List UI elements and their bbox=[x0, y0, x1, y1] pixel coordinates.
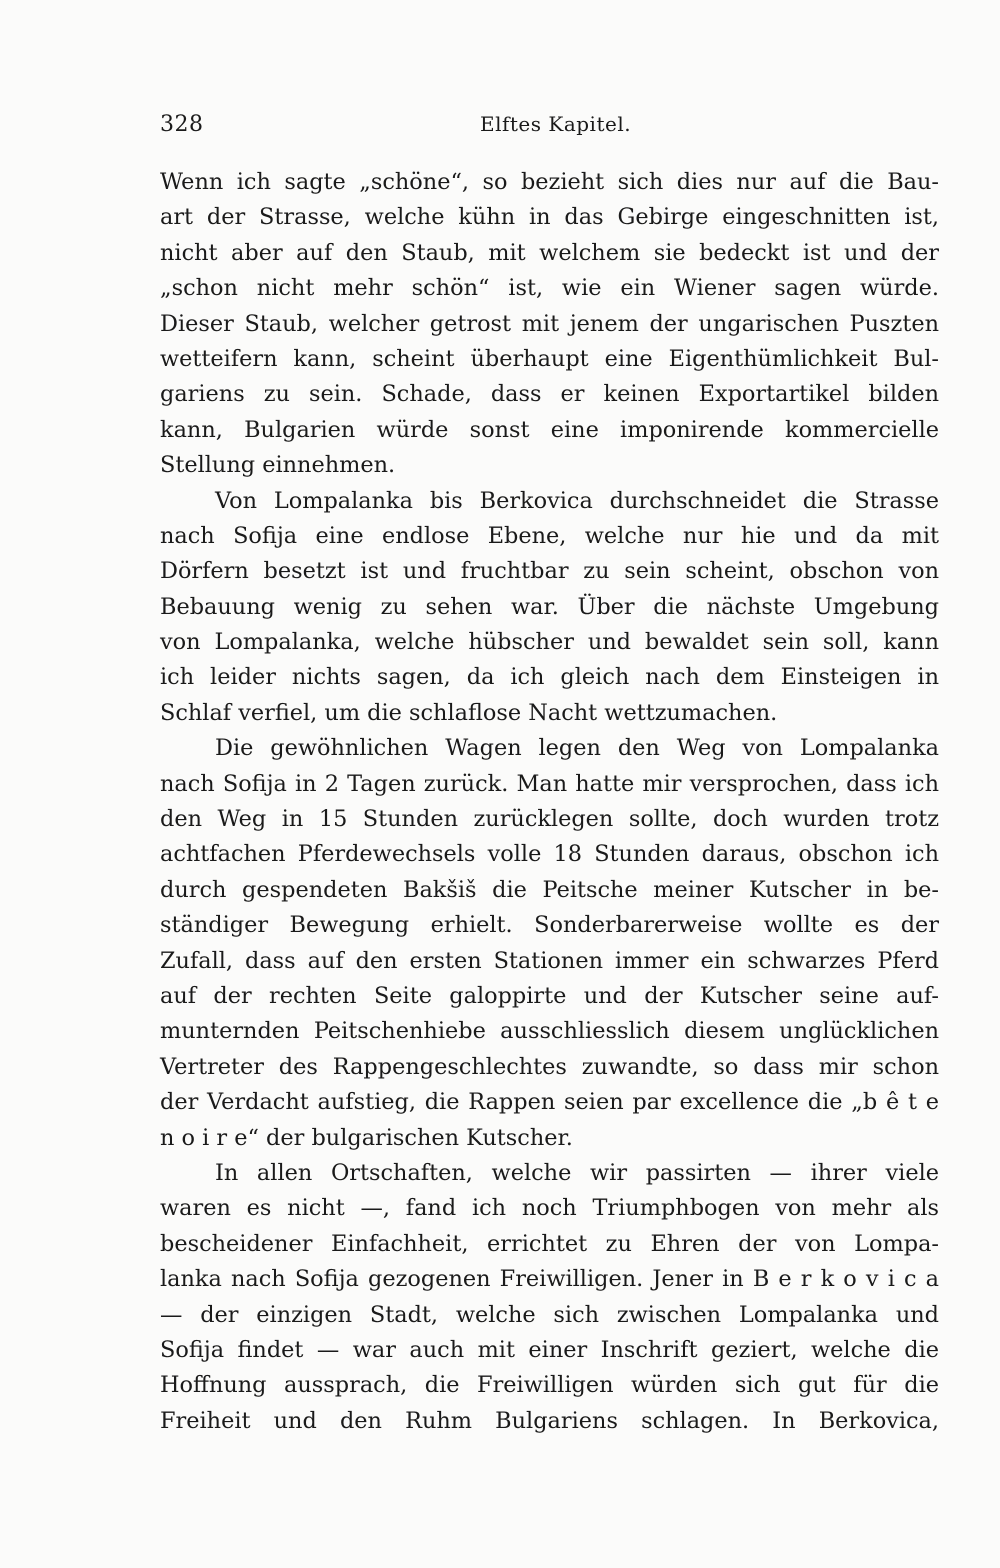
chapter-title: Elftes Kapitel. bbox=[480, 112, 632, 136]
text-line: lanka nach Sofija gezogenen Freiwilligen. Jener in B e r k o v i c a bbox=[160, 1266, 939, 1293]
paragraph bbox=[160, 484, 939, 732]
text-line: durch gespendeten Bakšiš die Peitsche meiner Kutscher in be- bbox=[160, 876, 939, 903]
text-line: nach Sofija eine endlose Ebene, welche nur hie und da mit bbox=[160, 522, 939, 549]
text-line: Schlaf verfiel, um die schlaflose Nacht wettzumachen. bbox=[160, 699, 778, 726]
paragraph bbox=[160, 1156, 939, 1439]
text-line: Stellung einnehmen. bbox=[160, 452, 396, 479]
text-line: „schon nicht mehr schön“ ist, wie ein Wiener sagen würde. bbox=[160, 275, 939, 302]
text-line: art der Strasse, welche kühn in das Gebirge eingeschnitten ist, bbox=[160, 204, 939, 231]
text-line: Dieser Staub, welcher getrost mit jenem der ungarischen Puszten bbox=[160, 310, 939, 337]
text-line: — der einzigen Stadt, welche sich zwischen Lompalanka und bbox=[160, 1301, 939, 1328]
text-line: ich leider nichts sagen, da ich gleich nach dem Einsteigen in bbox=[160, 664, 939, 691]
text-line: ständiger Bewegung erhielt. Sonderbarerweise wollte es der bbox=[160, 912, 939, 939]
text-line: munternden Peitschenhiebe ausschliesslich diesem unglücklichen bbox=[160, 1018, 939, 1045]
text-line: von Lompalanka, welche hübscher und bewaldet sein soll, kann bbox=[160, 629, 939, 656]
text-line: achtfachen Pferdewechsels volle 18 Stunden daraus, obschon ich bbox=[160, 841, 939, 868]
text-line: Hoffnung aussprach, die Freiwilligen würden sich gut für die bbox=[160, 1372, 939, 1399]
page-number: 328 bbox=[160, 112, 204, 137]
text-line: gariens zu sein. Schade, dass er keinen Exportartikel bilden bbox=[160, 381, 939, 408]
paragraph bbox=[160, 165, 939, 484]
text-line: der Verdacht aufstieg, die Rappen seien par excellence die „b ê t e bbox=[160, 1089, 939, 1116]
text-line: In allen Ortschaften, welche wir passirten — ihrer viele bbox=[215, 1159, 939, 1186]
text-line: Freiheit und den Ruhm Bulgariens schlagen. In Berkovica, bbox=[160, 1407, 939, 1434]
text-line: kann, Bulgarien würde sonst eine imponirende kommercielle bbox=[160, 416, 939, 443]
text-line: Die gewöhnlichen Wagen legen den Weg von Lompalanka bbox=[215, 735, 939, 762]
text-line: Dörfern besetzt ist und fruchtbar zu sein scheint, obschon von bbox=[160, 558, 939, 585]
running-head bbox=[160, 112, 940, 142]
body-text bbox=[160, 165, 939, 1439]
text-line: Vertreter des Rappengeschlechtes zuwandte, so dass mir schon bbox=[160, 1053, 939, 1080]
text-line: n o i r e“ der bulgarischen Kutscher. bbox=[160, 1124, 573, 1151]
text-line: wetteifern kann, scheint überhaupt eine Eigenthümlichkeit Bul- bbox=[160, 345, 939, 372]
text-line: bescheidener Einfachheit, errichtet zu Ehren der von Lompa- bbox=[160, 1230, 939, 1257]
text-line: auf der rechten Seite galoppirte und der Kutscher seine auf- bbox=[160, 982, 939, 1009]
text-line: Sofija findet — war auch mit einer Inschrift geziert, welche die bbox=[160, 1336, 939, 1363]
text-line: nach Sofija in 2 Tagen zurück. Man hatte mir versprochen, dass ich bbox=[160, 770, 939, 797]
paragraph bbox=[160, 731, 939, 1156]
text-line: Wenn ich sagte „schöne“, so bezieht sich dies nur auf die Bau- bbox=[160, 169, 939, 195]
text-line: Von Lompalanka bis Berkovica durchschneidet die Strasse bbox=[215, 487, 939, 514]
text-line: nicht aber auf den Staub, mit welchem sie bedeckt ist und der bbox=[160, 239, 939, 266]
text-line: waren es nicht —, fand ich noch Triumphbogen von mehr als bbox=[160, 1195, 939, 1222]
text-line: Zufall, dass auf den ersten Stationen immer ein schwarzes Pferd bbox=[160, 947, 939, 974]
text-line: den Weg in 15 Stunden zurücklegen sollte, doch wurden trotz bbox=[160, 806, 939, 833]
text-line: Bebauung wenig zu sehen war. Über die nächste Umgebung bbox=[160, 593, 939, 620]
